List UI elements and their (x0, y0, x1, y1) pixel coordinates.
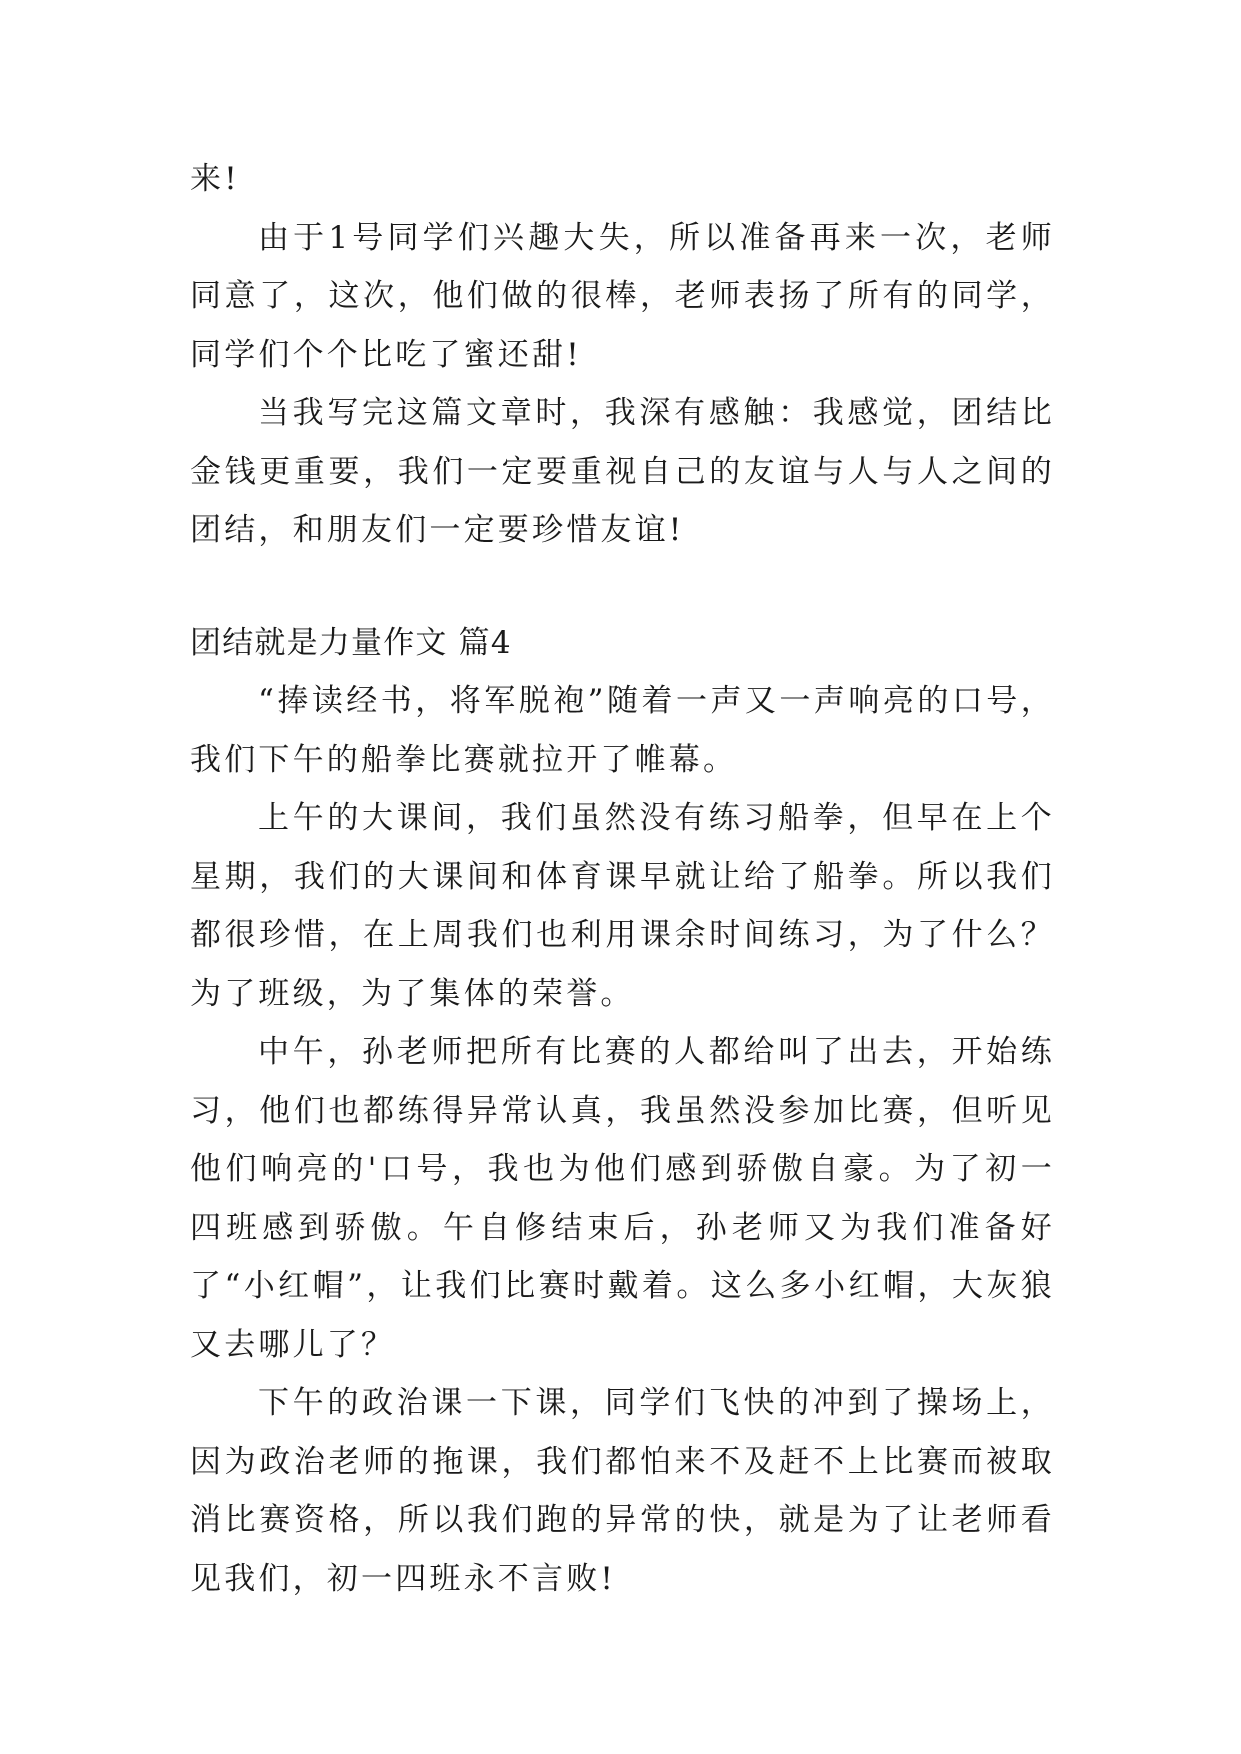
document-body (190, 150, 1055, 1608)
paragraph: “捧读经书，将军脱袍”随着一声又一声响亮的口号，我们下午的船拳比赛就拉开了帷幕。 (190, 683, 1055, 778)
paragraph: 下午的政治课一下课，同学们飞快的冲到了操场上，因为政治老师的拖课，我们都怕来不及赶不上比赛而被取消比赛资格，所以我们跑的异常的快，就是为了让老师看见我们，初一四班永不言败! (190, 1385, 1055, 1597)
paragraph: 由于1号同学们兴趣大失，所以准备再来一次，老师同意了，这次，他们做的很棒，老师表扬了所有的同学，同学们个个比吃了蜜还甜! (190, 219, 1055, 373)
paragraph-continuation: 来! (190, 161, 240, 197)
paragraph: 上午的大课间，我们虽然没有练习船拳，但早在上个星期，我们的大课间和体育课早就让给了船拳。所以我们都很珍惜，在上周我们也利用课余时间练习，为了什么？为了班级，为了集体的荣誉。 (190, 800, 1055, 1012)
section-title: 团结就是力量作文 篇4 (190, 624, 512, 661)
paragraph: 当我写完这篇文章时，我深有感触：我感觉，团结比金钱更重要，我们一定要重视自己的友谊与人与人之间的团结，和朋友们一定要珍惜友谊! (190, 395, 1055, 548)
paragraph: 中午，孙老师把所有比赛的人都给叫了出去，开始练习，他们也都练得异常认真，我虽然没参加比赛，但听见他们响亮的'口号，我也为他们感到骄傲自豪。为了初一四班感到骄傲。午自修结束后，孙老师又为我们准备好了“小红帽”，让我们比赛时戴着。这么多小红帽，大灰狼又去哪儿了？ (190, 1034, 1055, 1363)
